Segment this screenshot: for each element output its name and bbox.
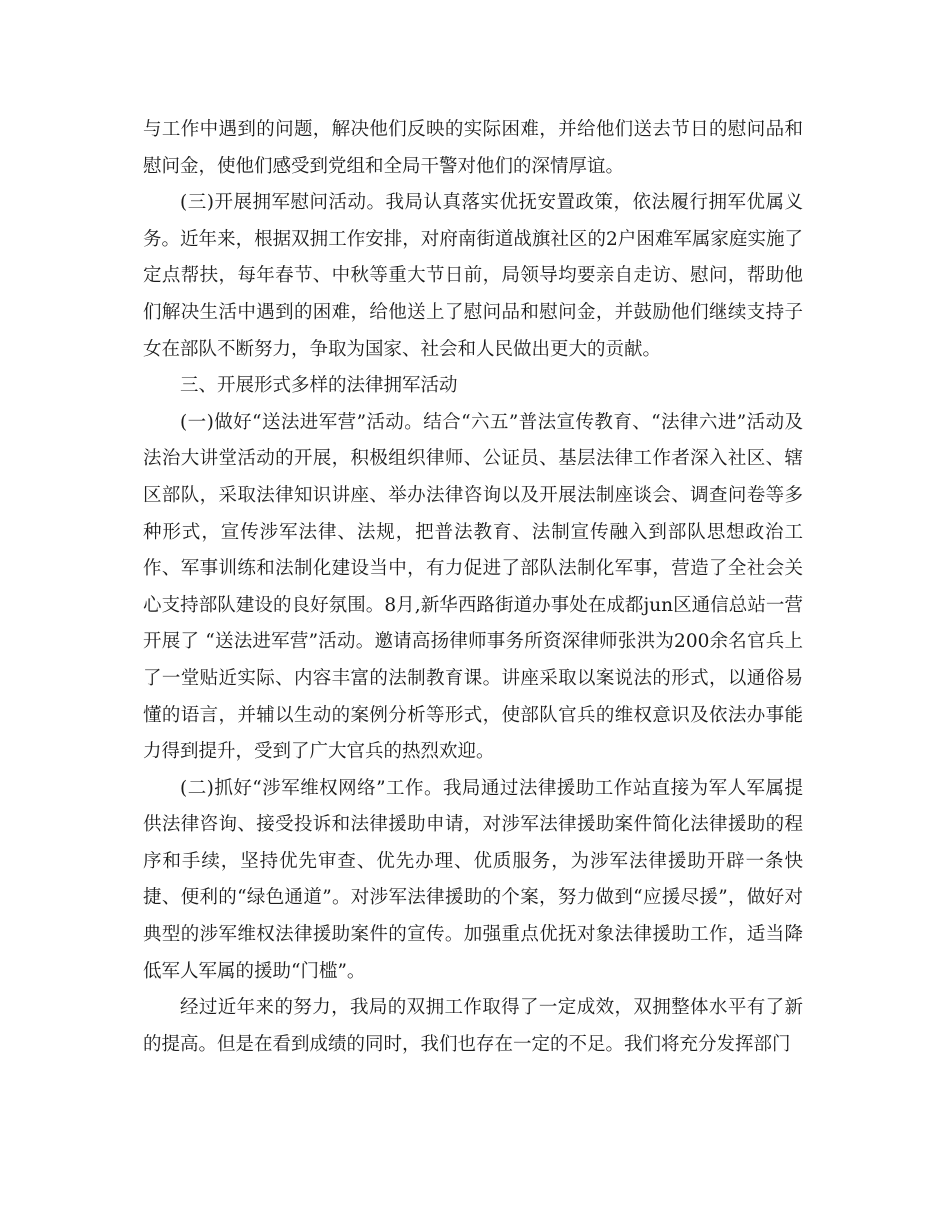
paragraph: 与工作中遇到的问题，解决他们反映的实际困难，并给他们送去节日的慰问品和慰问金，使他们感受到党组和全局干警对他们的深情厚谊。 — [143, 119, 803, 177]
paragraph: (一)做好“送法进军营”活动。结合“六五”普法宣传教育、“法律六进”活动及法治大讲堂活动的开展，积极组织律师、公证员、基层法律工作者深入社区、辖区部队，采取法律知识讲座、举办法律咨询以及开展法制座谈会、调查问卷等多种形式，宣传涉军法律、法规，把普法教育、法制宣传融入到部队思想政治工作、军事训练和法制化建设当中，有力促进了部队法制化军事，营造了全社会关心支持部队建设的良好氛围。8月,新华西路街道办事处在成都jun区通信总站一营开展了 “送法进军营”活动。邀请高扬律师事务所资深律师张洪为200余名官兵上了一堂贴近实际、内容丰富的法制教育课。讲座采取以案说法的形式，以通俗易懂的语言，并辅以生动的案例分析等形式，使部队官兵的维权意识及依法办事能力得到提升，受到了广大官兵的热烈欢迎。 — [143, 411, 803, 763]
paragraph: (三)开展拥军慰问活动。我局认真落实优抚安置政策，依法履行拥军优属义务。近年来，根据双拥工作安排，对府南街道战旗社区的2户困难军属家庭实施了定点帮扶，每年春节、中秋等重大节日前，局领导均要亲自走访、慰问，帮助他们解决生活中遇到的困难，给他送上了慰问品和慰问金，并鼓励他们继续支持子女在部队不断努力，争取为国家、社会和人民做出更大的贡献。 — [143, 192, 803, 360]
document-body — [143, 112, 803, 1063]
section-heading: 三、开展形式多样的法律拥军活动 — [180, 375, 458, 397]
paragraph: (二)抓好“涉军维权网络”工作。我局通过法律援助工作站直接为军人军属提供法律咨询、接受投诉和法律援助申请，对涉军法律援助案件简化法律援助的程序和手续，坚持优先审查、优先办理、优质服务，为涉军法律援助开辟一条快捷、便利的“绿色通道”。对涉军法律援助的个案，努力做到“应援尽援”，做好对典型的涉军维权法律援助案件的宣传。加强重点优抚对象法律援助工作，适当降低军人军属的援助“门槛”。 — [143, 777, 803, 982]
paragraph: 经过近年来的努力，我局的双拥工作取得了一定成效，双拥整体水平有了新的提高。但是在看到成绩的同时，我们也存在一定的不足。我们将充分发挥部门 — [143, 997, 803, 1055]
